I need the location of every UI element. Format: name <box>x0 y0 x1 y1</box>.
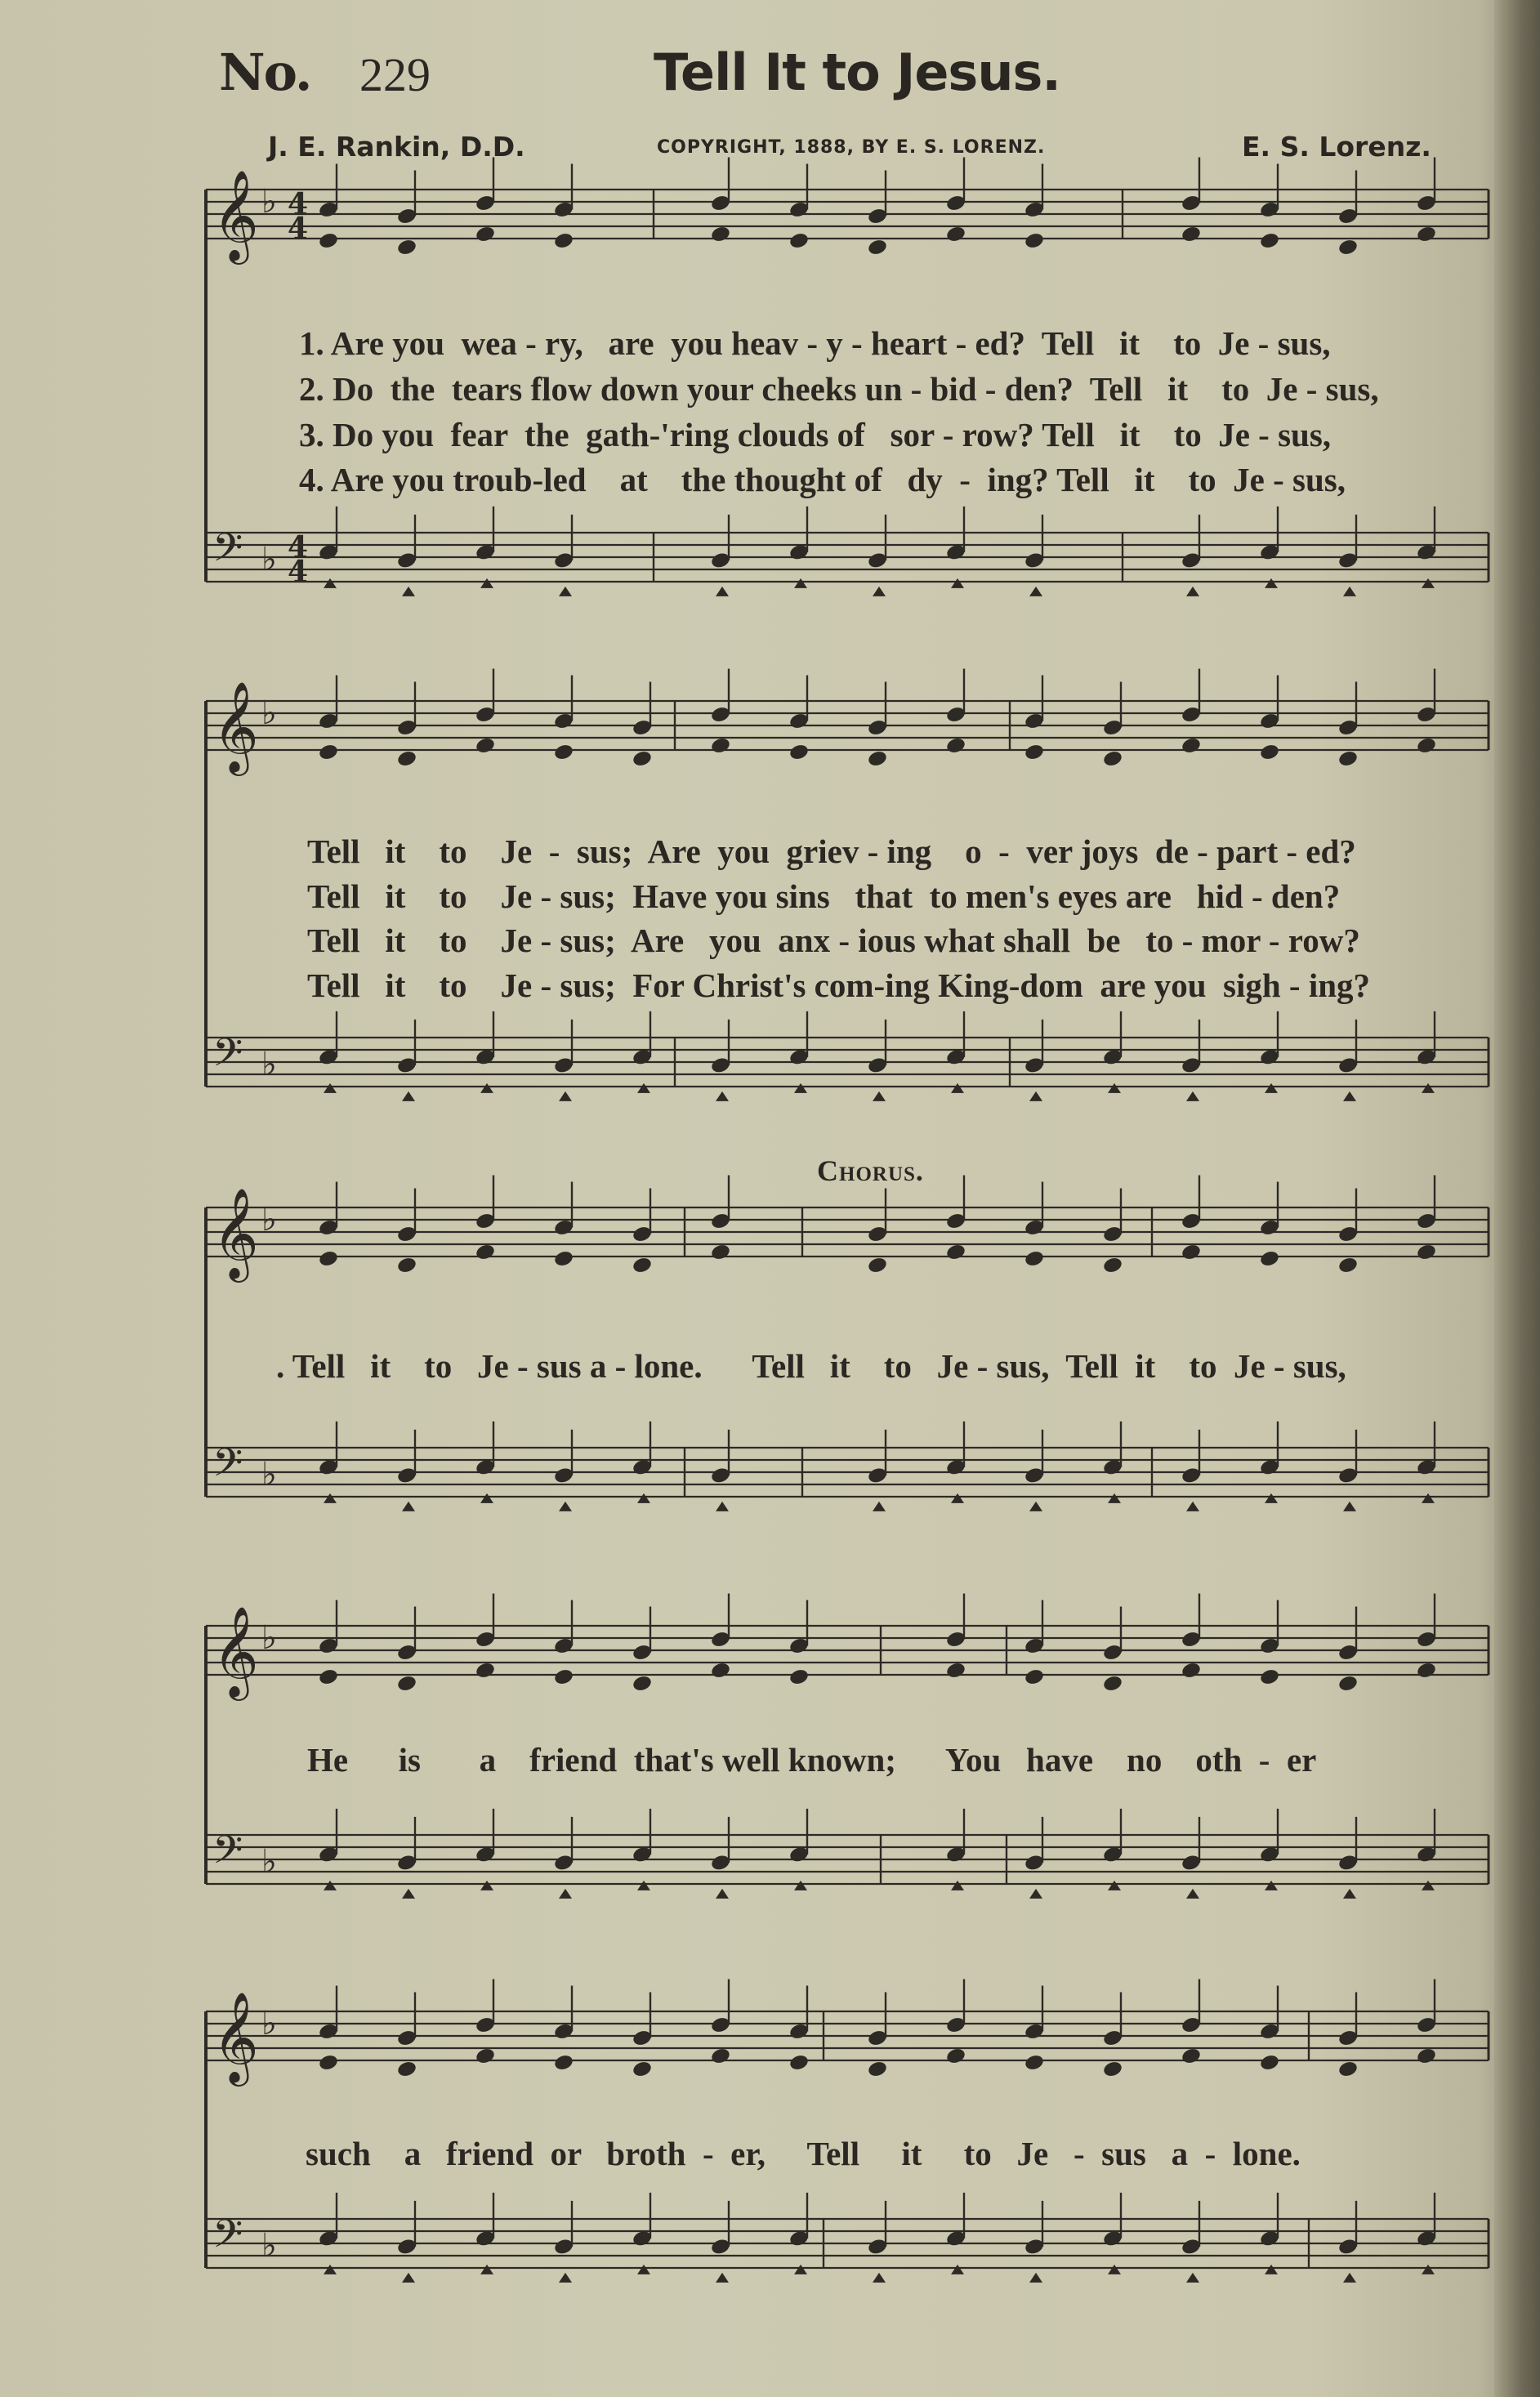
note-head <box>1416 1661 1437 1680</box>
note-head <box>1024 1249 1045 1268</box>
bass-clef-icon: 𝄢 <box>212 1029 243 1085</box>
note-head <box>873 2273 886 2283</box>
hymn-title: Tell It to Jesus. <box>654 42 1060 102</box>
note-head <box>1343 1502 1356 1511</box>
note-head <box>1024 743 1045 761</box>
note-head <box>951 578 964 588</box>
note-head <box>396 1256 417 1274</box>
note-head <box>867 1256 888 1274</box>
flat-icon: ♭ <box>261 1201 277 1239</box>
note-head <box>1108 2265 1121 2274</box>
note-head <box>480 1881 493 1890</box>
note-head <box>396 749 417 768</box>
note-head <box>553 1667 574 1686</box>
note-head <box>1265 1083 1278 1093</box>
composer-credit: E. S. Lorenz. <box>1242 131 1431 163</box>
note-head <box>1102 2060 1123 2078</box>
chorus-label: Chorus. <box>817 1154 924 1187</box>
note-head <box>710 2047 731 2065</box>
flat-icon: ♭ <box>261 183 277 221</box>
note-head <box>1416 2047 1437 2065</box>
note-head <box>1337 749 1359 768</box>
note-head <box>716 587 729 596</box>
note-head <box>788 743 810 761</box>
copyright-notice: COPYRIGHT, 1888, BY E. S. LORENZ. <box>657 137 1046 158</box>
note-head <box>637 2265 650 2274</box>
note-head <box>637 1083 650 1093</box>
hymn-number: 229 <box>359 48 431 101</box>
note-head <box>402 1889 415 1899</box>
note-head <box>1102 749 1123 768</box>
note-head <box>1259 231 1280 250</box>
note-head <box>324 578 337 588</box>
lyric-line: He is a friend that's well known; You have no oth - er <box>307 1741 1317 1779</box>
lyric-line: such a friend or broth - er, Tell it to Je - sus a - lone. <box>306 2135 1301 2172</box>
lyric-line: Tell it to Je - sus; For Christ's com-ing King-dom are you sigh - ing? <box>307 966 1371 1004</box>
note-head <box>318 2053 339 2072</box>
note-head <box>475 225 496 243</box>
note-head <box>788 2053 810 2072</box>
note-head <box>710 1243 731 1261</box>
note-head <box>788 231 810 250</box>
note-head <box>1337 2060 1359 2078</box>
note-head <box>1102 1674 1123 1693</box>
note-head <box>1422 1083 1435 1093</box>
flat-icon: ♭ <box>261 541 277 578</box>
note-head <box>710 225 731 243</box>
note-head <box>480 1083 493 1093</box>
note-head <box>402 587 415 596</box>
note-head <box>716 1502 729 1511</box>
note-head <box>318 743 339 761</box>
note-head <box>788 1667 810 1686</box>
note-head <box>1337 238 1359 257</box>
note-head <box>945 1243 966 1261</box>
note-head <box>396 2060 417 2078</box>
note-head <box>475 1661 496 1680</box>
note-head <box>794 1083 807 1093</box>
note-head <box>1181 1243 1202 1261</box>
note-head <box>1181 736 1202 755</box>
note-head <box>1259 1667 1280 1686</box>
lyric-line: 2. Do the tears flow down your cheeks un - bid - den? Tell it to Je - sus, <box>299 370 1379 408</box>
note-head <box>559 1889 572 1899</box>
note-head <box>318 231 339 250</box>
note-head <box>951 1083 964 1093</box>
time-signature: 4 <box>288 555 309 589</box>
note-head <box>710 736 731 755</box>
note-head <box>1265 1881 1278 1890</box>
flat-icon: ♭ <box>261 1456 277 1493</box>
note-head <box>1186 2273 1199 2283</box>
author-credit: J. E. Rankin, D.D. <box>268 131 525 163</box>
note-head <box>324 1083 337 1093</box>
lyric-line: Tell it to Je - sus; Are you anx - ious what shall be to - mor - row? <box>307 922 1360 959</box>
note-head <box>553 2053 574 2072</box>
note-head <box>945 736 966 755</box>
note-head <box>710 1661 731 1680</box>
flat-icon: ♭ <box>261 694 277 732</box>
note-head <box>637 1493 650 1503</box>
note-head <box>794 578 807 588</box>
note-head <box>324 1881 337 1890</box>
lyric-line: 4. Are you troub-led at the thought of dy - ing? Tell it to Je - sus, <box>299 461 1346 498</box>
note-head <box>1108 1881 1121 1890</box>
flat-icon: ♭ <box>261 1046 277 1083</box>
note-head <box>632 2060 653 2078</box>
note-head <box>318 1249 339 1268</box>
note-head <box>324 1493 337 1503</box>
treble-clef-icon: 𝄞 <box>212 169 259 261</box>
note-head <box>402 1091 415 1101</box>
time-signature: 4 <box>288 212 309 246</box>
note-head <box>480 2265 493 2274</box>
treble-clef-icon: 𝄞 <box>212 1187 259 1279</box>
bass-clef-icon: 𝄢 <box>212 524 243 580</box>
note-head <box>1422 578 1435 588</box>
note-head <box>951 1881 964 1890</box>
note-head <box>475 1243 496 1261</box>
note-head <box>396 238 417 257</box>
note-head <box>951 2265 964 2274</box>
note-head <box>1259 743 1280 761</box>
note-head <box>1102 1256 1123 1274</box>
note-head <box>1422 1493 1435 1503</box>
note-head <box>1186 1502 1199 1511</box>
note-head <box>1416 736 1437 755</box>
note-head <box>553 743 574 761</box>
note-head <box>402 2273 415 2283</box>
flat-icon: ♭ <box>261 1843 277 1881</box>
bass-clef-icon: 𝄢 <box>212 2211 243 2266</box>
note-head <box>1337 1674 1359 1693</box>
bass-clef-icon: 𝄢 <box>212 1827 243 1882</box>
note-head <box>1265 578 1278 588</box>
note-head <box>794 2265 807 2274</box>
treble-clef-icon: 𝄞 <box>212 681 259 772</box>
note-head <box>402 1502 415 1511</box>
note-head <box>1416 1243 1437 1261</box>
note-head <box>1343 1091 1356 1101</box>
note-head <box>324 2265 337 2274</box>
note-head <box>951 1493 964 1503</box>
note-head <box>1422 1881 1435 1890</box>
note-head <box>559 1502 572 1511</box>
time-signature: 4 <box>288 530 309 565</box>
note-head <box>867 749 888 768</box>
lyric-line: 3. Do you fear the gath-'ring clouds of sor - row? Tell it to Je - sus, <box>299 416 1332 453</box>
note-head <box>1259 1249 1280 1268</box>
note-head <box>559 2273 572 2283</box>
note-head <box>794 1881 807 1890</box>
note-head <box>318 1667 339 1686</box>
lyric-line: . Tell it to Je - sus a - lone. Tell it to Je - sus, Tell it to Je - sus, <box>276 1347 1346 1385</box>
note-head <box>1108 1083 1121 1093</box>
note-head <box>716 1889 729 1899</box>
flat-icon: ♭ <box>261 1619 277 1657</box>
note-head <box>1029 1502 1042 1511</box>
note-head <box>1029 1889 1042 1899</box>
note-head <box>1186 1889 1199 1899</box>
note-head <box>632 1674 653 1693</box>
note-head <box>1186 587 1199 596</box>
note-head <box>637 1881 650 1890</box>
bass-clef-icon: 𝄢 <box>212 1440 243 1495</box>
note-head <box>553 231 574 250</box>
note-head <box>1108 1493 1121 1503</box>
note-head <box>945 1661 966 1680</box>
note-head <box>480 1493 493 1503</box>
lyric-line: Tell it to Je - sus; Are you griev - ing o - ver joys de - part - ed? <box>307 832 1356 870</box>
treble-clef-icon: 𝄞 <box>212 1991 259 2082</box>
note-head <box>873 587 886 596</box>
note-head <box>716 1091 729 1101</box>
note-head <box>475 2047 496 2065</box>
note-head <box>1181 2047 1202 2065</box>
note-head <box>1343 1889 1356 1899</box>
note-head <box>632 749 653 768</box>
note-head <box>1259 2053 1280 2072</box>
note-head <box>1265 2265 1278 2274</box>
note-head <box>867 238 888 257</box>
flat-icon: ♭ <box>261 2227 277 2265</box>
treble-clef-icon: 𝄞 <box>212 1605 259 1697</box>
note-head <box>945 225 966 243</box>
note-head <box>873 1091 886 1101</box>
note-head <box>1029 1091 1042 1101</box>
note-head <box>1337 1256 1359 1274</box>
note-head <box>475 736 496 755</box>
hymn-number-label: No. <box>219 42 311 102</box>
note-head <box>1343 587 1356 596</box>
note-head <box>559 587 572 596</box>
note-head <box>1416 225 1437 243</box>
note-head <box>716 2273 729 2283</box>
note-head <box>945 2047 966 2065</box>
note-head <box>1024 231 1045 250</box>
note-head <box>1181 1661 1202 1680</box>
note-head <box>1024 2053 1045 2072</box>
time-signature: 4 <box>288 187 309 221</box>
note-head <box>867 2060 888 2078</box>
note-head <box>1186 1091 1199 1101</box>
note-head <box>559 1091 572 1101</box>
note-head <box>1265 1493 1278 1503</box>
note-head <box>553 1249 574 1268</box>
note-head <box>1024 1667 1045 1686</box>
note-head <box>632 1256 653 1274</box>
note-head <box>1029 587 1042 596</box>
lyric-line: Tell it to Je - sus; Have you sins that to men's eyes are hid - den? <box>307 877 1341 915</box>
note-head <box>1422 2265 1435 2274</box>
note-head <box>1029 2273 1042 2283</box>
note-head <box>1343 2273 1356 2283</box>
flat-icon: ♭ <box>261 2005 277 2042</box>
note-head <box>396 1674 417 1693</box>
note-head <box>480 578 493 588</box>
note-head <box>873 1502 886 1511</box>
lyric-line: 1. Are you wea - ry, are you heav - y - heart - ed? Tell it to Je - sus, <box>299 324 1331 362</box>
note-head <box>1181 225 1202 243</box>
